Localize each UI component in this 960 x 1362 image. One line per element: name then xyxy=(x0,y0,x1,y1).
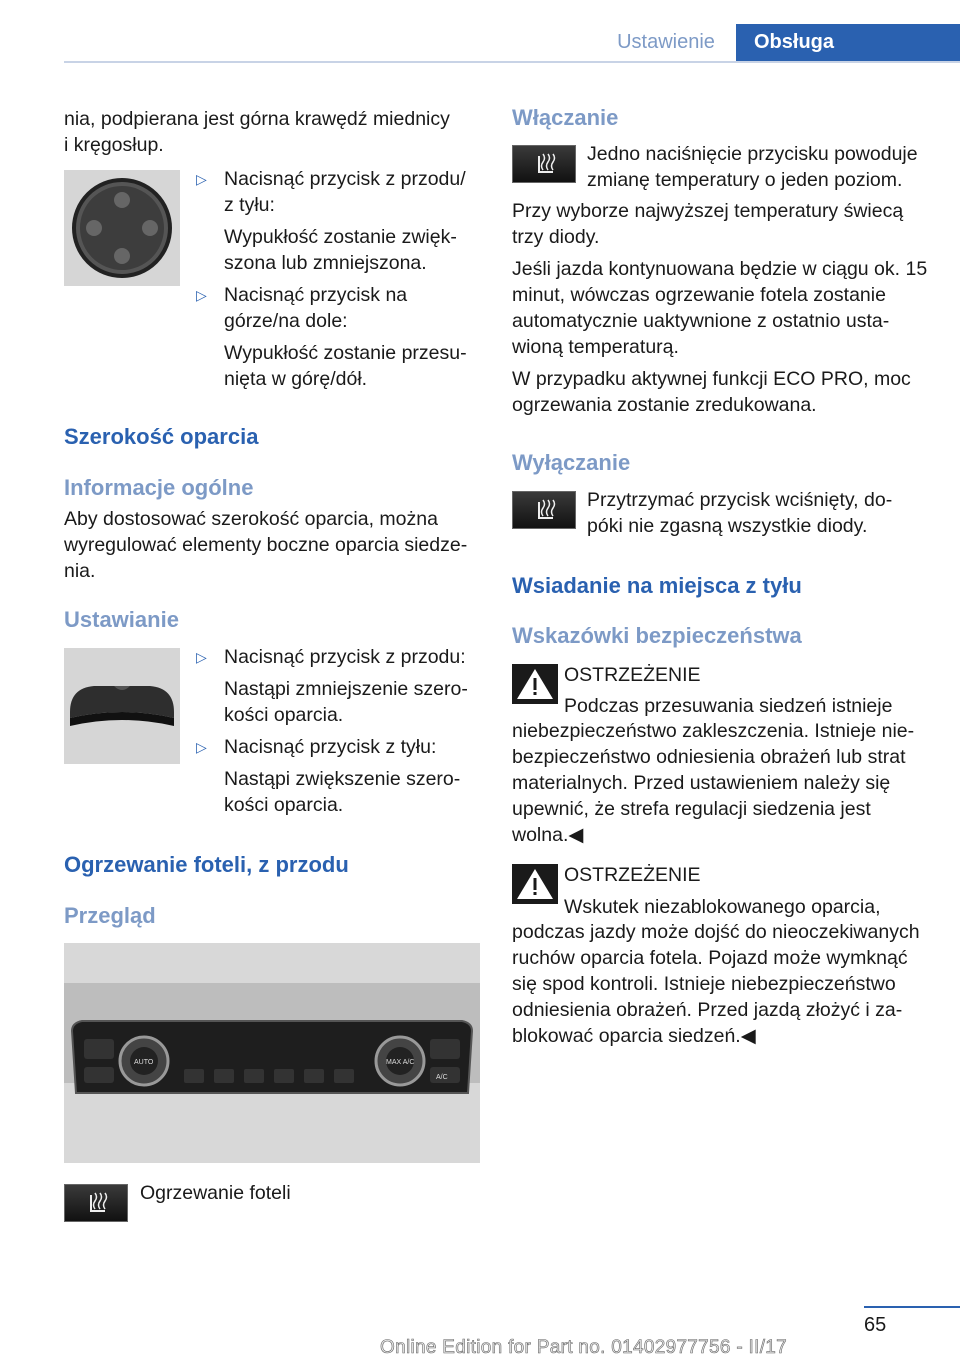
tab-obsluga[interactable]: Obsługa xyxy=(736,24,960,61)
lumbar-instructions: ▷ Nacisnąć przycisk z przodu/ z tyłu: Wypukłość zostanie zwięk- szona lub zmniejszona. ▷ Nacisnąć przycisk na górze/na dole: Wypukłość zostanie przesu- nięta w górę/dół. xyxy=(196,166,486,392)
warning-text: podczas jazdy może dojść do nieoczekiwanych ruchów oparcia fotela. Pojazd może wymknąć się spod kontroli. Istnieje niebezpieczeństwo odniesienia obrażeń. Przed jazdą złożyć i za-blokować oparcia siedzeń.◀ xyxy=(512,921,920,1047)
switch-on-heading: Włączanie xyxy=(512,105,619,130)
width-instructions: ▷ Nacisnąć przycisk z przodu: Nastąpi zmniejszenie szero- kości oparcia. ▷ Nacisnąć przycisk z tyłu: Nastąpi zwiększenie szero- kości oparcia. xyxy=(196,644,486,818)
switch-on-icon-text: Jedno naciśnięcie przycisku powoduje zmianę temperatury o jeden poziom. xyxy=(587,143,918,191)
warning-label: OSTRZEŻENIE xyxy=(564,864,701,886)
switch-on-text: Przy wyborze najwyższej temperatury świecą trzy diody. Jeśli jazda kontynuowana będzie w ciągu ok. 15 minut, wówczas ogrzewanie fotela zostanie automatycznie uaktywnione z ostatnio usta-wioną temperaturą. W przypadku aktywnej funkcji ECO PRO, moc ogrzewania zostanie zredukowana. xyxy=(512,200,928,416)
width-button-image xyxy=(64,648,180,764)
safety-heading: Wskazówki bezpieczeństwa xyxy=(512,623,802,648)
page-number: 65 xyxy=(864,1314,887,1336)
list-item: ▷ Nacisnąć przycisk z tyłu: xyxy=(196,734,486,760)
warning-text: niebezpieczeństwo zakleszczenia. Istnieje nie-bezpieczeństwo odniesienia obrażeń lub strat materialnych. Przed ustawieniem należy się upewnić, że strefa regulacji siedzenia jest wolna.◀ xyxy=(512,720,915,846)
ac-label: A/C xyxy=(436,1074,448,1081)
seat-heating-icon xyxy=(512,145,576,183)
header-divider xyxy=(64,61,960,63)
general-info-heading: Informacje ogólne xyxy=(64,475,254,500)
warning-icon xyxy=(512,664,558,704)
seat-heating-heading: Ogrzewanie foteli, z przodu xyxy=(64,852,349,877)
overview-heading: Przegląd xyxy=(64,903,156,928)
warning-text-first: Podczas przesuwania siedzeń istnieje xyxy=(564,695,893,717)
general-info-text: Aby dostosować szerokość oparcia, można wyregulować elementy boczne oparcia siedze-nia. xyxy=(64,508,468,582)
max-ac-label: MAX A/C xyxy=(386,1059,415,1066)
setting-heading: Ustawianie xyxy=(64,607,179,632)
warning-label: OSTRZEŻENIE xyxy=(564,664,701,686)
auto-label: AUTO xyxy=(134,1059,154,1066)
footer-divider xyxy=(864,1306,960,1308)
seat-heating-icon xyxy=(512,491,576,529)
list-item: ▷ Nacisnąć przycisk na górze/na dole: xyxy=(196,282,486,334)
climate-panel-image xyxy=(64,943,480,1163)
warning-text-first: Wskutek niezablokowanego oparcia, xyxy=(564,896,881,918)
rear-seats-heading: Wsiadanie na miejsca z tyłu xyxy=(512,573,802,598)
switch-off-heading: Wyłączanie xyxy=(512,450,631,475)
lumbar-button-image xyxy=(64,170,180,286)
edition-watermark: Online Edition for Part no. 01402977756 - II/17 xyxy=(380,1337,788,1358)
backrest-width-heading: Szerokość oparcia xyxy=(64,424,259,449)
seat-heating-caption: Ogrzewanie foteli xyxy=(140,1182,291,1204)
intro-text: nia, podpierana jest górna krawędź miednicy i kręgosłup. xyxy=(64,108,450,156)
seat-heating-icon xyxy=(64,1184,128,1222)
list-item: ▷ Nacisnąć przycisk z przodu: xyxy=(196,644,486,670)
tab-ustawienie[interactable]: Ustawienie xyxy=(617,31,715,53)
switch-off-icon-text: Przytrzymać przycisk wciśnięty, do-póki nie zgasną wszystkie diody. xyxy=(587,489,893,537)
warning-icon xyxy=(512,864,558,904)
list-item: ▷ Nacisnąć przycisk z przodu/ z tyłu: xyxy=(196,166,486,218)
